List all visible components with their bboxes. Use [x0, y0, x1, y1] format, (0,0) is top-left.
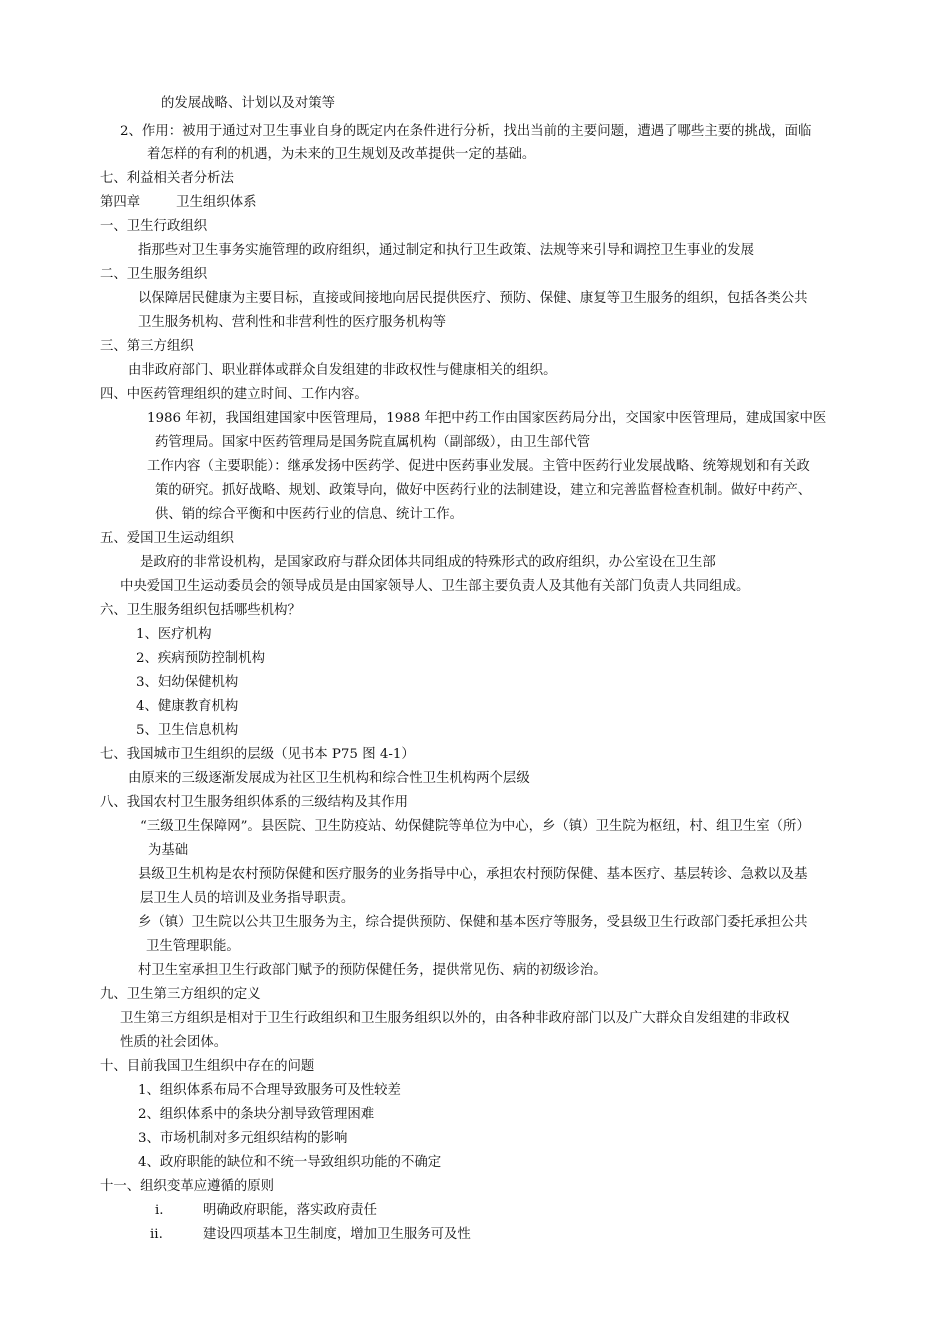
- text-line: 性质的社会团体。: [120, 1035, 228, 1050]
- text-line: 卫生第三方组织是相对于卫生行政组织和卫生服务组织以外的，由各种非政府部门以及广大群众自发组建的非政权: [120, 1011, 790, 1026]
- chapter-number: 第四章: [100, 195, 141, 210]
- text-line: 指那些对卫生事务实施管理的政府组织，通过制定和执行卫生政策、法规等来引导和调控卫生事业的发展: [138, 243, 754, 258]
- text-line: 中央爱国卫生运动委员会的领导成员是由国家领导人、卫生部主要负责人及其他有关部门负责人共同组成。: [120, 579, 750, 594]
- section-heading: 七、利益相关者分析法: [100, 171, 234, 186]
- text-line: 是政府的非常设机构，是国家政府与群众团体共同组成的特殊形式的政府组织，办公室设在卫生部: [140, 555, 716, 570]
- list-item: [150, 1226, 471, 1244]
- list-item: 3、妇幼保健机构: [136, 675, 239, 690]
- section-heading: 五、爱国卫生运动组织: [100, 531, 234, 546]
- section-heading: 一、卫生行政组织: [100, 219, 208, 234]
- text-line: 由非政府部门、职业群体或群众自发组建的非政权性与健康相关的组织。: [128, 363, 557, 378]
- text-line: 药管理局。国家中医药管理局是国务院直属机构（副部级），由卫生部代管: [155, 435, 591, 450]
- text-line: 县级卫生机构是农村预防保健和医疗服务的业务指导中心，承担农村预防保健、基本医疗、基层转诊、急救以及基: [138, 867, 808, 882]
- list-item: 1、医疗机构: [136, 627, 212, 642]
- list-item-text: 建设四项基本卫生制度，增加卫生服务可及性: [203, 1227, 471, 1242]
- section-heading: 九、卫生第三方组织的定义: [100, 987, 261, 1002]
- chapter-title: 卫生组织体系: [176, 195, 257, 210]
- text-line: 为基础: [148, 843, 189, 858]
- text-line: 层卫生人员的培训及业务指导职责。: [140, 891, 355, 906]
- text-line: 1986 年初，我国组建国家中医管理局，1988 年把中药工作由国家医药局分出，交国家中医管理局，建成国家中医: [147, 411, 827, 426]
- list-marker: i.: [155, 1203, 164, 1218]
- text-line: 供、销的综合平衡和中医药行业的信息、统计工作。: [155, 507, 463, 522]
- section-heading: 十、目前我国卫生组织中存在的问题: [100, 1059, 315, 1074]
- text-line: 卫生服务机构、营利性和非营利性的医疗服务机构等: [138, 315, 446, 330]
- text-line: 村卫生室承担卫生行政部门赋予的预防保健任务，提供常见伤、病的初级诊治。: [138, 963, 607, 978]
- text-line: 由原来的三级逐渐发展成为社区卫生机构和综合性卫生机构两个层级: [128, 771, 530, 786]
- text-line: 乡（镇）卫生院以公共卫生服务为主，综合提供预防、保健和基本医疗等服务，受县级卫生行政部门委托承担公共: [138, 915, 808, 930]
- list-item: 2、组织体系中的条块分割导致管理困难: [138, 1107, 375, 1122]
- list-item: 4、健康教育机构: [136, 699, 239, 714]
- section-heading: 二、卫生服务组织: [100, 267, 208, 282]
- list-marker: ii.: [150, 1227, 163, 1242]
- list-item: 2、疾病预防控制机构: [136, 651, 266, 666]
- list-item: 4、政府职能的缺位和不统一导致组织功能的不确定: [138, 1155, 442, 1170]
- section-heading: 三、第三方组织: [100, 339, 194, 354]
- text-line: 策的研究。抓好战略、规划、政策导向，做好中医药行业的法制建设，建立和完善监督检查机制。做好中药产、: [155, 483, 812, 498]
- text-line: “三级卫生保障网”。县医院、卫生防疫站、幼保健院等单位为中心，乡（镇）卫生院为枢纽，村、组卫生室（所）: [140, 819, 810, 834]
- text-line: 工作内容（主要职能）：继承发扬中医药学、促进中医药事业发展。主管中医药行业发展战略、统筹规划和有关政: [147, 459, 810, 474]
- section-heading: 十一、组织变革应遵循的原则: [100, 1179, 275, 1194]
- text-line: 卫生管理职能。: [146, 939, 240, 954]
- list-item: 1、组织体系布局不合理导致服务可及性较差: [138, 1083, 401, 1098]
- section-heading: 六、卫生服务组织包括哪些机构？: [100, 603, 301, 618]
- list-item: 5、卫生信息机构: [136, 723, 239, 738]
- section-heading: 四、中医药管理组织的建立时间、工作内容。: [100, 387, 368, 402]
- text-line: 着怎样的有利的机遇，为未来的卫生规划及改革提供一定的基础。: [147, 147, 536, 162]
- list-item: 3、市场机制对多元组织结构的影响: [138, 1131, 348, 1146]
- text-line: 以保障居民健康为主要目标，直接或间接地向居民提供医疗、预防、保健、康复等卫生服务的组织，包括各类公共: [138, 291, 808, 306]
- list-item-text: 明确政府职能，落实政府责任: [203, 1203, 378, 1218]
- list-item: [155, 1202, 377, 1220]
- text-line: 2、作用：被用于通过对卫生事业自身的既定内在条件进行分析，找出当前的主要问题，遭遇了哪些主要的挑战，面临: [120, 124, 812, 139]
- section-heading: 八、我国农村卫生服务组织体系的三级结构及其作用: [100, 795, 408, 810]
- text-line: 的发展战略、计划以及对策等: [161, 96, 336, 111]
- section-heading: 七、我国城市卫生组织的层级（见书本 P75 图 4-1）: [100, 747, 415, 762]
- chapter-heading: [100, 194, 257, 212]
